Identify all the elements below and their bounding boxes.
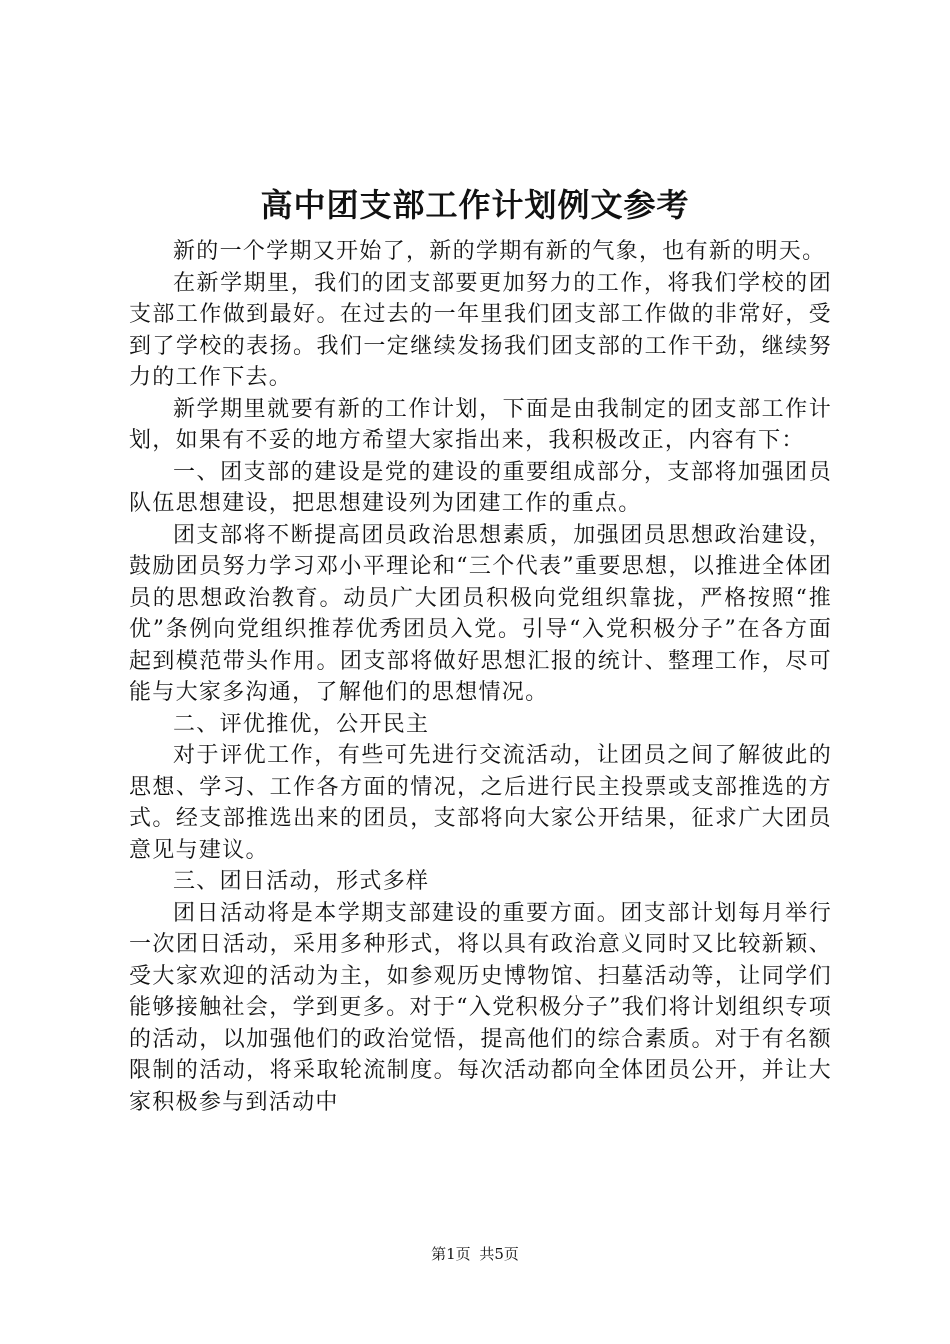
page-number: 第1页 bbox=[431, 1245, 471, 1263]
paragraph-section-1-detail: 团支部将不断提高团员政治思想素质，加强团员思想政治建设，鼓励团员努力学习邓小平理论和“三个代表”重要思想，以推进全体团员的思想政治教育。动员广大团员积极向党组织靠拢，严格按照“推优”条例向党组织推荐优秀团员入党。引导“入党积极分子”在各方面起到模范带头作用。团支部将做好思想汇报的统计、整理工作，尽可能与大家多沟通，了解他们的思想情况。 bbox=[129, 522, 832, 705]
document-title: 高中团支部工作计划例文参考 bbox=[260, 186, 690, 224]
paragraph-goal: 在新学期里，我们的团支部要更加努力的工作，将我们学校的团支部工作做到最好。在过去的一年里我们团支部工作做的非常好，受到了学校的表扬。我们一定继续发扬我们团支部的工作干劲，继续努力的工作下去。 bbox=[129, 270, 832, 390]
paragraph-section-3-detail: 团日活动将是本学期支部建设的重要方面。团支部计划每月举行一次团日活动，采用多种形式，将以具有政治意义同时又比较新颖、受大家欢迎的活动为主，如参观历史博物馆、扫墓活动等，让同学们能够接触社会，学到更多。对于“入党积极分子”我们将计划组织专项的活动，以加强他们的政治觉悟，提高他们的综合素质。对于有名额限制的活动，将采取轮流制度。每次活动都向全体团员公开，并让大家积极参与到活动中 bbox=[129, 900, 832, 1115]
section-heading-2: 二、评优推优，公开民主 bbox=[173, 711, 430, 737]
section-heading-3: 三、团日活动，形式多样 bbox=[173, 869, 430, 894]
page-total: 共5页 bbox=[479, 1245, 519, 1263]
document-body bbox=[129, 236, 832, 1118]
paragraph-section-2-detail: 对于评优工作，有些可先进行交流活动，让团员之间了解彼此的思想、学习、工作各方面的情况，之后进行民主投票或支部推选的方式。经支部推选出来的团员，支部将向大家公开结果，征求广大团员意见与建议。 bbox=[129, 743, 832, 863]
page-footer bbox=[0, 1244, 950, 1264]
paragraph-section-1: 一、团支部的建设是党的建设的重要组成部分，支部将加强团员队伍思想建设，把思想建设列为团建工作的重点。 bbox=[129, 459, 832, 516]
paragraph-plan-intro: 新学期里就要有新的工作计划，下面是由我制定的团支部工作计划，如果有不妥的地方希望大家指出来，我积极改正，内容有下： bbox=[129, 396, 832, 453]
paragraph-intro: 新的一个学期又开始了，新的学期有新的气象，也有新的明天。 bbox=[173, 239, 826, 264]
